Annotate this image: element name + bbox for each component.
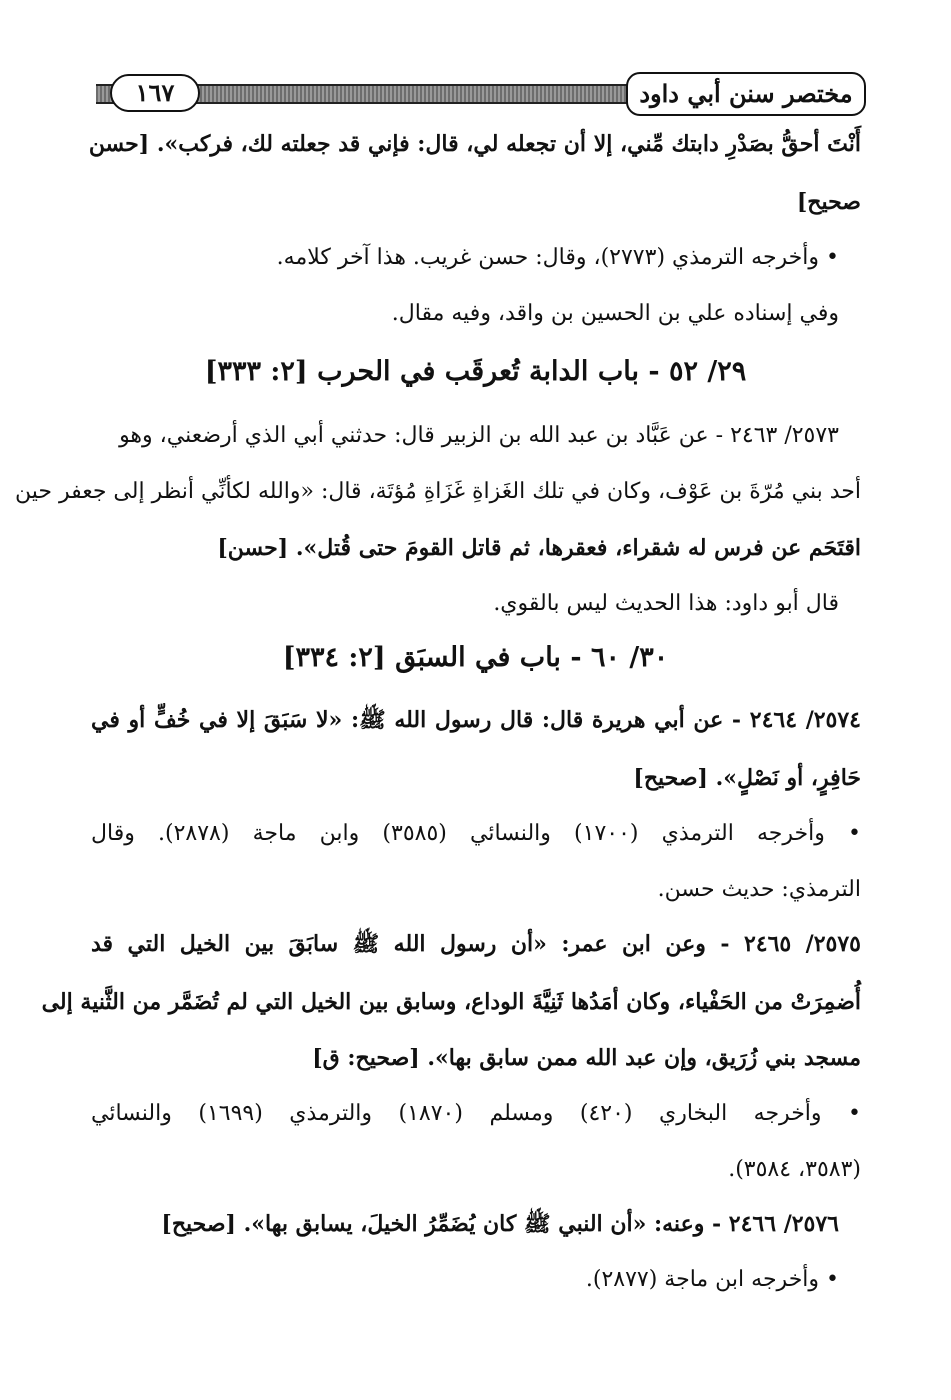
text-line: • وأخرجه البخاري (٤٢٠) ومسلم (١٨٧٠) والترمذي (١٦٩٩) والنسائي bbox=[91, 1101, 861, 1126]
text-line: قال أبو داود: هذا الحديث ليس بالقوي. bbox=[493, 591, 839, 616]
text-line: ٢٥٧٦/ ٢٤٦٦ - وعنه: «أن النبي ﷺ كان يُضَمِّرُ الخيلَ، يسابق بها». [صحيح] bbox=[161, 1211, 839, 1237]
book-title: مختصر سنن أبي داود bbox=[626, 72, 866, 116]
text-line: (٣٥٨٣، ٣٥٨٤). bbox=[728, 1157, 861, 1182]
text-line: مسجد بني زُرَيق، وإن عبد الله ممن سابق بها». [صحيح: ق] bbox=[312, 1045, 861, 1071]
text-line: ٢٥٧٣/ ٢٤٦٣ - عن عَبَّاد بن عبد الله بن الزبير قال: حدثني أبي الذي أرضعني، وهو bbox=[119, 423, 839, 448]
text-line: أُضمِرَتْ من الحَفْياء، وكان أمَدُها ثَنِيَّةَ الوداع، وسابق بين الخيل التي لم تُضَمَّر من الثَّنية إلى bbox=[41, 989, 861, 1015]
text-line: اقتَحَم عن فرس له شقراء، فعقرها، ثم قاتل القومَ حتى قُتل». [حسن] bbox=[217, 535, 861, 561]
text-line: صحيح] bbox=[796, 189, 861, 215]
page-header bbox=[96, 72, 866, 118]
text-line: • وأخرجه الترمذي (١٧٠٠) والنسائي (٣٥٨٥) وابن ماجة (٢٨٧٨). وقال bbox=[91, 821, 861, 846]
text-line: • وأخرجه ابن ماجة (٢٨٧٧). bbox=[585, 1267, 839, 1292]
text-line: الترمذي: حديث حسن. bbox=[657, 877, 861, 902]
page-number: ١٦٧ bbox=[110, 74, 200, 112]
chapter-heading: ٢٩/ ٥٢ - باب الدابة تُعرقَب في الحرب [٢: ٣٣٣] bbox=[204, 356, 747, 387]
header-rule bbox=[136, 84, 656, 104]
text-line: وفي إسناده علي بن الحسين بن واقد، وفيه مقال. bbox=[391, 301, 839, 326]
text-line: حَافِرٍ، أو نَصْلٍ». [صحيح] bbox=[633, 765, 861, 791]
text-line: ٢٥٧٥/ ٢٤٦٥ - وعن ابن عمر: «أن رسول الله ﷺ سابَقَ بين الخيل التي قد bbox=[91, 931, 861, 957]
text-line: أَنْتَ أحقُّ بصَدْرِ دابتك مِّني، إلا أن تجعله لي، قال: فإني قد جعلته لك، فركب». [حسن bbox=[88, 131, 861, 157]
text-line: • وأخرجه الترمذي (٢٧٧٣)، وقال: حسن غريب. هذا آخر كلامه. bbox=[276, 245, 839, 270]
text-line: أحد بني مُرّةَ بن عَوْف، وكان في تلك الغَزاةِ غَزَاةِ مُؤتَة، قال: «والله لكأنِّي أنظر إلى جعفر حين bbox=[14, 479, 861, 504]
text-line: ٢٥٧٤/ ٢٤٦٤ - عن أبي هريرة قال: قال رسول الله ﷺ: «لا سَبَقَ إلا في خُفٍّ أو في bbox=[91, 707, 861, 733]
chapter-heading: ٣٠/ ٦٠ - باب في السبَق [٢: ٣٣٤] bbox=[282, 642, 669, 673]
